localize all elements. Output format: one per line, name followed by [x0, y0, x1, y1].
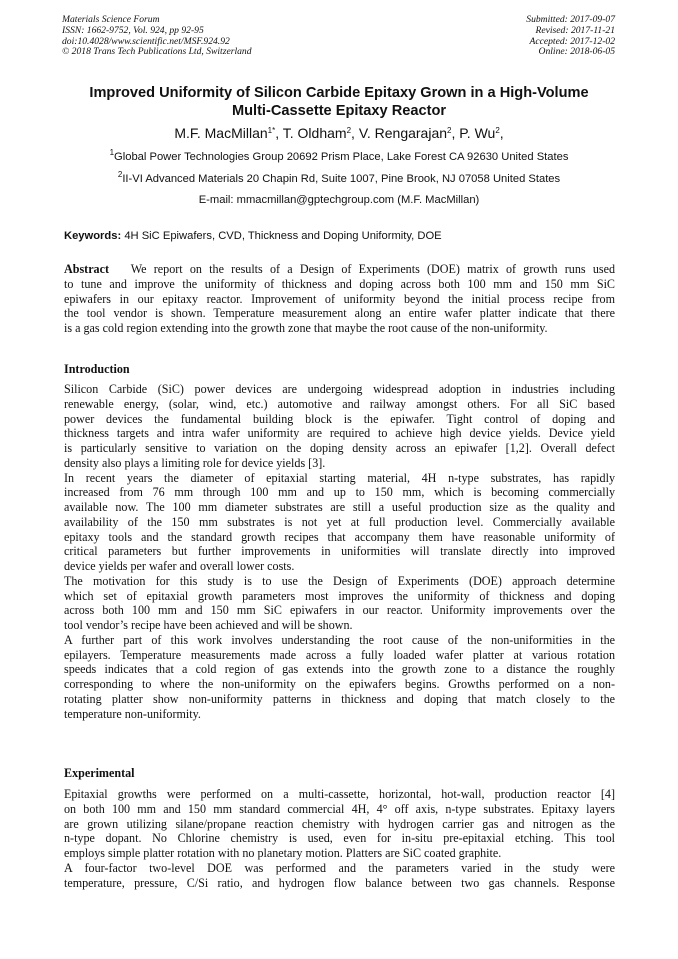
abstract: [64, 262, 615, 336]
paragraph-line: In recent years the diameter of epitaxial starting material, 4H n-type substrates, has rapidly: [64, 470, 615, 485]
paragraph-line: critical parameters but further improvements in uniformities will translate directly into improved: [64, 544, 615, 559]
revised-date: Revised: 2017-11-21: [535, 24, 615, 36]
abstract-line: epiwafers in our epitaxy reactor. Improvement of uniformity beyond the initial process recipe from: [64, 291, 615, 306]
author-affiliation-mark: 1*: [267, 126, 276, 135]
keywords-label: Keywords:: [64, 230, 122, 242]
paragraph-line: epilayers. Temperature measurements made across a fully loaded wafer platter at various rotation: [64, 647, 615, 662]
accepted-date: Accepted: 2017-12-02: [529, 35, 615, 47]
paragraph-line: across both 100 mm and 150 mm SiC epiwafers in our reactor. Uniformity improvements over the: [64, 603, 615, 618]
paragraph-line: A further part of this work involves understanding the root cause of the non-uniformities in the: [64, 632, 615, 647]
journal-info: [62, 15, 252, 58]
paragraph-line: availability of the 150 mm substrates is not yet at full production level. Commercially available: [64, 514, 615, 529]
experimental-body: [64, 787, 615, 890]
paragraph-line: epitaxy tools and the standard growth recipes that accompany them have reasonable uniformity of: [64, 529, 615, 544]
author-affiliation-mark: 2: [495, 126, 500, 135]
paragraph-line: The motivation for this study is to use the Design of Experiments (DOE) approach determine: [64, 573, 615, 588]
paragraph-line: n-type dopant. No Chlorine chemistry is used, even for in-situ pre-epitaxial etching. This tool: [64, 831, 615, 846]
affiliation-2: [40, 172, 638, 186]
keywords: [64, 229, 442, 243]
author-name: T. Oldham: [282, 125, 347, 141]
author-list: M.F. MacMillan$^{1*}$, T. Oldham$^2$, V. Rengarajan$^2$, P. Wu$^2$,: [174, 125, 504, 141]
affiliation-text: Global Power Technologies Group 20692 Prism Place, Lake Forest CA 92630 United States: [114, 151, 569, 163]
publication-dates: [526, 15, 615, 58]
affiliation-text: II-VI Advanced Materials 20 Chapin Rd, Suite 1007, Pine Brook, NJ 07058 United States: [122, 173, 561, 185]
paragraph-line: power devices the fundamental building block is the epiwafer. Tight control of doping and: [64, 411, 615, 426]
paragraph-line: which set of epitaxial growth parameters most improves the uniformity of thickness and doping: [64, 588, 615, 603]
paragraph-line: density also plays a limiting role for device yields [3].: [64, 455, 326, 470]
online-date: Online: 2018-06-05: [538, 46, 615, 58]
abstract-line: is a gas cold region extending into the growth zone that maybe the root cause of the non-uniformity.: [64, 321, 548, 335]
paragraph-line: renewable energy, (solar, wind, etc.) automotive and railway amongst others. For all SiC based: [64, 396, 615, 411]
paragraph-line: rotating platter show non-uniformity patterns in thickness and doping that match closely to the: [64, 691, 615, 706]
doi-line[interactable]: doi:10.4028/www.scientific.net/MSF.924.92: [62, 35, 230, 47]
paragraph-line: temperature, pressure, C/Si ratio, and hydrogen flow balance between two gas channels. Response: [64, 875, 615, 890]
paper-title: [40, 84, 638, 120]
affiliation-mark: 2: [117, 170, 123, 179]
abstract-line: to tune and improve the uniformity of thickness and doping across both 100 mm and 150 mm SiC: [64, 276, 615, 291]
paragraph-line: speeds indicates that a cold region of gas extends into the growth zone to a distance the roughly: [64, 662, 615, 677]
title-line-1: Improved Uniformity of Silicon Carbide Epitaxy Grown in a High-Volume: [89, 85, 589, 101]
section-heading-introduction: Introduction: [64, 362, 130, 376]
paragraph-line: thickness targets and intra wafer uniformity are required to achieve high device yields. Device yield: [64, 426, 615, 441]
author-affiliation-mark: 2: [447, 126, 452, 135]
paragraph-line: on both 100 mm and 150 mm standard commercial 4H, 4° off axis, n-type substrates. Epitaxy layers: [64, 801, 615, 816]
paragraph-line: tool vendor’s recipe have been achieved and will be shown.: [64, 618, 353, 632]
introduction-body: [64, 382, 615, 721]
abstract-line: the tool vendor is shown. Temperature measurement along an entire wafer platter indicate that there: [64, 306, 615, 321]
affiliation-1: [40, 150, 638, 164]
paragraph-line: available now. The 100 mm diameter substrates are still a useful production size as the quality and: [64, 500, 615, 514]
paragraph-line: corresponding to where the non-uniformity on the epiwafers begins. Growths performed on a non-: [64, 677, 615, 691]
title-line-2: Multi-Cassette Epitaxy Reactor: [231, 103, 447, 119]
issn-line: ISSN: 1662-9752, Vol. 924, pp 92-95: [62, 24, 204, 36]
paragraph-line: Silicon Carbide (SiC) power devices are undergoing widespread adoption in industries including: [64, 382, 615, 396]
paragraph-line: A four-factor two-level DOE was performed and the parameters varied in the study were: [64, 860, 615, 875]
paragraph-line: temperature non-uniformity.: [64, 706, 201, 721]
author-name: M.F. MacMillan: [174, 125, 268, 141]
affiliation-mark: 1: [109, 148, 115, 157]
copyright-line: © 2018 Trans Tech Publications Ltd, Switzerland: [62, 46, 252, 58]
author-affiliation-mark: 2: [346, 126, 352, 135]
paragraph-line: Epitaxial growths were performed on a multi-cassette, horizontal, hot-wall, production reactor [4]: [64, 787, 615, 801]
section-heading-experimental: Experimental: [64, 766, 135, 780]
contact-email[interactable]: E-mail: mmacmillan@gptechgroup.com (M.F. MacMillan): [198, 194, 480, 206]
keywords-text: 4H SiC Epiwafers, CVD, Thickness and Doping Uniformity, DOE: [124, 230, 442, 242]
paragraph-line: are grown utilizing silane/propane reaction chemistry with hydrogen carrier gas and nitrogen as the: [64, 816, 615, 831]
abstract-line: Abstract We report on the results of a Design of Experiments (DOE) matrix of growth runs used: [64, 262, 615, 276]
paragraph-line: increased from 76 mm through 100 mm and up to 150 mm, which is becoming commercially: [64, 485, 615, 500]
author-name: P. Wu: [459, 125, 496, 141]
paragraph-line: employs simple platter rotation with no planetary motion. Platters are SiC coated graphite.: [64, 846, 502, 860]
submitted-date: Submitted: 2017-09-07: [526, 14, 615, 25]
paragraph-line: device yields per wafer and overall lower costs.: [64, 559, 295, 573]
journal-name: Materials Science Forum: [62, 14, 160, 25]
abstract-label: Abstract: [64, 262, 110, 276]
paragraph-line: is particularly sensitive to variation on the doping density across an epiwafer [1,2]. Overall defect: [64, 441, 615, 455]
author-name: V. Rengarajan: [358, 125, 448, 141]
